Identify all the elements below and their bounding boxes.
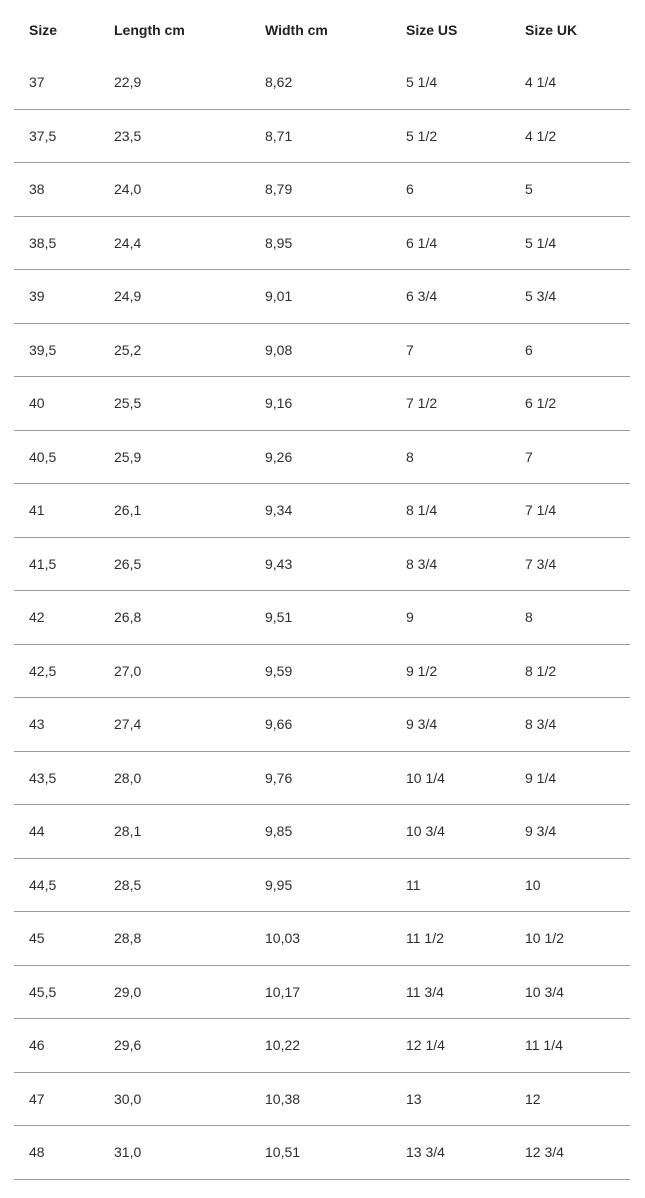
cell-width-cm: 9,66 — [250, 698, 391, 752]
table-row — [14, 163, 630, 217]
cell-size-us: 7 1/2 — [391, 377, 510, 431]
cell-width-cm: 10,38 — [250, 1072, 391, 1126]
table-row — [14, 1126, 630, 1180]
table-row — [14, 323, 630, 377]
cell-size-us: 8 — [391, 430, 510, 484]
cell-length-cm: 26,8 — [99, 591, 250, 645]
cell-size-us: 11 3/4 — [391, 965, 510, 1019]
cell-size: 46 — [14, 1019, 99, 1073]
table-row — [14, 858, 630, 912]
cell-size-uk: 5 3/4 — [510, 270, 630, 324]
table-row — [14, 537, 630, 591]
table-row — [14, 216, 630, 270]
cell-length-cm: 26,5 — [99, 537, 250, 591]
table-row — [14, 56, 630, 109]
cell-size-uk: 8 1/2 — [510, 644, 630, 698]
cell-size: 44 — [14, 805, 99, 859]
cell-width-cm: 10,03 — [250, 912, 391, 966]
header-width-cm: Width cm — [265, 21, 328, 38]
table-row — [14, 484, 630, 538]
header-row — [14, 3, 630, 56]
cell-length-cm: 24,9 — [99, 270, 250, 324]
cell-size-us: 9 3/4 — [391, 698, 510, 752]
cell-size: 47 — [14, 1072, 99, 1126]
cell-width-cm: 10,51 — [250, 1126, 391, 1180]
cell-size-us: 8 3/4 — [391, 537, 510, 591]
cell-size-uk: 9 3/4 — [510, 805, 630, 859]
cell-size-us: 11 — [391, 858, 510, 912]
cell-size: 38,5 — [14, 216, 99, 270]
cell-length-cm: 31,0 — [99, 1126, 250, 1180]
cell-length-cm: 28,1 — [99, 805, 250, 859]
cell-width-cm: 10,17 — [250, 965, 391, 1019]
cell-size-us: 6 3/4 — [391, 270, 510, 324]
cell-size-us: 7 — [391, 323, 510, 377]
cell-size: 44,5 — [14, 858, 99, 912]
cell-size-us: 6 1/4 — [391, 216, 510, 270]
header-size-uk: Size UK — [525, 21, 578, 38]
table-header — [14, 3, 630, 56]
table-body — [14, 56, 630, 1179]
cell-size-uk: 8 — [510, 591, 630, 645]
cell-size-uk: 12 — [510, 1072, 630, 1126]
table-row — [14, 805, 630, 859]
table-row — [14, 644, 630, 698]
cell-width-cm: 9,43 — [250, 537, 391, 591]
cell-width-cm: 8,79 — [250, 163, 391, 217]
table-row — [14, 430, 630, 484]
cell-size-us: 9 — [391, 591, 510, 645]
header-size: Size — [29, 21, 58, 38]
cell-size-us: 13 — [391, 1072, 510, 1126]
cell-size-us: 5 1/4 — [391, 56, 510, 109]
header-size-us: Size US — [406, 21, 458, 38]
cell-width-cm: 9,08 — [250, 323, 391, 377]
cell-size-uk: 4 1/4 — [510, 56, 630, 109]
cell-size-uk: 10 1/2 — [510, 912, 630, 966]
cell-width-cm: 9,95 — [250, 858, 391, 912]
cell-size: 42,5 — [14, 644, 99, 698]
cell-size-us: 10 1/4 — [391, 751, 510, 805]
table-row — [14, 751, 630, 805]
cell-size-uk: 11 1/4 — [510, 1019, 630, 1073]
cell-size-us: 10 3/4 — [391, 805, 510, 859]
cell-size-uk: 10 — [510, 858, 630, 912]
table-row — [14, 109, 630, 163]
cell-size-us: 8 1/4 — [391, 484, 510, 538]
cell-size: 48 — [14, 1126, 99, 1180]
cell-width-cm: 8,62 — [250, 56, 391, 109]
cell-size: 41 — [14, 484, 99, 538]
cell-size-us: 6 — [391, 163, 510, 217]
cell-width-cm: 9,59 — [250, 644, 391, 698]
cell-size-us: 9 1/2 — [391, 644, 510, 698]
cell-size-uk: 6 1/2 — [510, 377, 630, 431]
cell-width-cm: 9,16 — [250, 377, 391, 431]
cell-size-us: 11 1/2 — [391, 912, 510, 966]
cell-size-uk: 5 1/4 — [510, 216, 630, 270]
cell-size: 39 — [14, 270, 99, 324]
cell-size-uk: 12 3/4 — [510, 1126, 630, 1180]
cell-length-cm: 25,5 — [99, 377, 250, 431]
cell-length-cm: 28,8 — [99, 912, 250, 966]
cell-size-us: 12 1/4 — [391, 1019, 510, 1073]
cell-length-cm: 29,6 — [99, 1019, 250, 1073]
cell-length-cm: 24,4 — [99, 216, 250, 270]
cell-length-cm: 23,5 — [99, 109, 250, 163]
cell-size-us: 13 3/4 — [391, 1126, 510, 1180]
table-row — [14, 377, 630, 431]
cell-width-cm: 8,71 — [250, 109, 391, 163]
cell-length-cm: 25,9 — [99, 430, 250, 484]
cell-size-uk: 10 3/4 — [510, 965, 630, 1019]
cell-length-cm: 30,0 — [99, 1072, 250, 1126]
cell-size: 43 — [14, 698, 99, 752]
cell-length-cm: 27,0 — [99, 644, 250, 698]
cell-length-cm: 25,2 — [99, 323, 250, 377]
header-length-cm: Length cm — [114, 21, 185, 38]
cell-size-uk: 4 1/2 — [510, 109, 630, 163]
cell-size-uk: 7 — [510, 430, 630, 484]
table-row — [14, 1019, 630, 1073]
cell-size: 40 — [14, 377, 99, 431]
cell-width-cm: 9,76 — [250, 751, 391, 805]
cell-size: 37,5 — [14, 109, 99, 163]
table-row — [14, 270, 630, 324]
table-row — [14, 698, 630, 752]
cell-size: 37 — [14, 56, 99, 109]
cell-size-uk: 5 — [510, 163, 630, 217]
cell-size-uk: 7 3/4 — [510, 537, 630, 591]
cell-size: 40,5 — [14, 430, 99, 484]
cell-length-cm: 26,1 — [99, 484, 250, 538]
table-row — [14, 1072, 630, 1126]
cell-size: 43,5 — [14, 751, 99, 805]
cell-size-uk: 9 1/4 — [510, 751, 630, 805]
cell-length-cm: 28,0 — [99, 751, 250, 805]
cell-width-cm: 8,95 — [250, 216, 391, 270]
cell-width-cm: 9,01 — [250, 270, 391, 324]
cell-size: 45 — [14, 912, 99, 966]
cell-length-cm: 27,4 — [99, 698, 250, 752]
cell-size-uk: 8 3/4 — [510, 698, 630, 752]
cell-size: 39,5 — [14, 323, 99, 377]
cell-size-uk: 6 — [510, 323, 630, 377]
cell-length-cm: 24,0 — [99, 163, 250, 217]
table-row — [14, 965, 630, 1019]
cell-size: 38 — [14, 163, 99, 217]
cell-length-cm: 29,0 — [99, 965, 250, 1019]
cell-size: 41,5 — [14, 537, 99, 591]
cell-length-cm: 28,5 — [99, 858, 250, 912]
cell-width-cm: 9,51 — [250, 591, 391, 645]
cell-size: 42 — [14, 591, 99, 645]
table-row — [14, 912, 630, 966]
table-row — [14, 591, 630, 645]
size-chart-table — [14, 3, 630, 1180]
cell-width-cm: 10,22 — [250, 1019, 391, 1073]
cell-width-cm: 9,85 — [250, 805, 391, 859]
cell-size-uk: 7 1/4 — [510, 484, 630, 538]
cell-length-cm: 22,9 — [99, 56, 250, 109]
cell-size: 45,5 — [14, 965, 99, 1019]
cell-width-cm: 9,26 — [250, 430, 391, 484]
cell-width-cm: 9,34 — [250, 484, 391, 538]
cell-size-us: 5 1/2 — [391, 109, 510, 163]
